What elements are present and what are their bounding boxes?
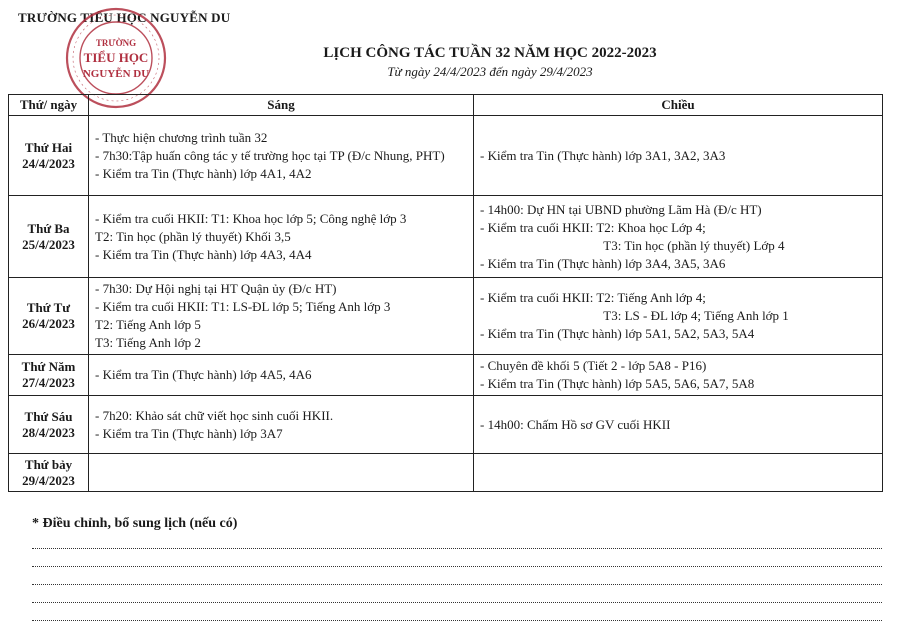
afternoon-item: - Kiểm tra Tin (Thực hành) lớp 3A4, 3A5, 3A6	[480, 255, 726, 271]
table-row	[9, 396, 883, 454]
morning-cell	[89, 278, 474, 355]
header-afternoon: Chiều	[474, 95, 883, 116]
morning-cell	[89, 116, 474, 196]
day-date: 29/4/2023	[22, 472, 75, 488]
header-day: Thứ/ ngày	[9, 95, 89, 116]
morning-item: T2: Tiếng Anh lớp 5	[95, 317, 201, 332]
morning-item: - Kiểm tra cuối HKII: T1: Khoa học lớp 5; Công nghệ lớp 3	[95, 210, 407, 226]
afternoon-item: - Kiểm tra Tin (Thực hành) lớp 5A1, 5A2, 5A3, 5A4	[480, 326, 755, 341]
dotted-line	[32, 584, 882, 585]
table-row	[9, 278, 883, 355]
table-row	[9, 454, 883, 492]
afternoon-cell	[474, 355, 883, 396]
afternoon-item: - Kiểm tra cuối HKII: T2: Tiếng Anh lớp 4;	[480, 290, 706, 305]
afternoon-item: - Kiểm tra cuối HKII: T2: Khoa học Lớp 4;	[480, 219, 706, 235]
svg-text:NGUYỄN DU: NGUYỄN DU	[82, 68, 150, 80]
afternoon-cell	[474, 196, 883, 278]
morning-item: - Kiểm tra Tin (Thực hành) lớp 4A3, 4A4	[95, 246, 312, 262]
page-subtitle: Từ ngày 24/4/2023 đến ngày 29/4/2023	[387, 64, 593, 79]
table-row	[9, 196, 883, 278]
day-cell	[9, 355, 89, 396]
afternoon-cell	[474, 116, 883, 196]
day-cell	[9, 278, 89, 355]
day-cell	[9, 196, 89, 278]
morning-item: - 7h30: Dự Hội nghị tại HT Quận ủy (Đ/c HT)	[95, 281, 337, 296]
morning-item: - 7h30:Tập huấn công tác y tế trường học tại TP (Đ/c Nhung, PHT)	[95, 147, 445, 163]
morning-cell	[89, 396, 474, 454]
morning-item: T3: Tiếng Anh lớp 2	[95, 335, 201, 350]
morning-item: - Kiểm tra Tin (Thực hành) lớp 3A7	[95, 425, 283, 441]
afternoon-cell	[474, 278, 883, 355]
day-cell	[9, 396, 89, 454]
day-date: 28/4/2023	[22, 424, 75, 440]
afternoon-item: - 14h00: Chấm Hồ sơ GV cuối HKII	[480, 416, 671, 432]
afternoon-cell	[474, 454, 883, 492]
day-date: 24/4/2023	[22, 155, 75, 171]
schedule-table	[8, 94, 883, 492]
morning-cell	[89, 355, 474, 396]
morning-cell	[89, 196, 474, 278]
afternoon-item: - Chuyên đề khối 5 (Tiết 2 - lớp 5A8 - P16)	[480, 358, 707, 373]
svg-text:TIỂU HỌC: TIỂU HỌC	[83, 50, 149, 65]
day-name: Thứ bảy	[24, 456, 73, 472]
day-name: Thứ Sáu	[24, 408, 73, 424]
morning-cell	[89, 454, 474, 492]
dotted-line	[32, 566, 882, 567]
table-row	[9, 116, 883, 196]
afternoon-cell	[474, 396, 883, 454]
morning-item: T2: Tin học (phần lý thuyết) Khối 3,5	[95, 228, 291, 244]
afternoon-item: - 14h00: Dự HN tại UBND phường Lãm Hà (Đ/c HT)	[480, 201, 762, 217]
day-date: 26/4/2023	[22, 316, 75, 331]
day-name: Thứ Năm	[21, 359, 76, 374]
morning-item: - Thực hiện chương trình tuần 32	[95, 129, 268, 145]
afternoon-item: T3: Tin học (phần lý thuyết) Lớp 4	[480, 237, 785, 253]
table-row	[9, 355, 883, 396]
notes-label: * Điều chỉnh, bổ sung lịch (nếu có)	[32, 516, 238, 531]
day-cell	[9, 116, 89, 196]
afternoon-item: - Kiểm tra Tin (Thực hành) lớp 5A5, 5A6, 5A7, 5A8	[480, 376, 755, 391]
afternoon-item: - Kiểm tra Tin (Thực hành) lớp 3A1, 3A2, 3A3	[480, 147, 726, 163]
dotted-line	[32, 620, 882, 621]
page-title: LỊCH CÔNG TÁC TUẦN 32 NĂM HỌC 2022-2023	[323, 45, 657, 61]
header-morning: Sáng	[89, 95, 474, 116]
day-date: 27/4/2023	[22, 375, 75, 390]
morning-item: - Kiểm tra Tin (Thực hành) lớp 4A1, 4A2	[95, 165, 312, 181]
afternoon-item: T3: LS - ĐL lớp 4; Tiếng Anh lớp 1	[480, 308, 789, 323]
school-name: TRƯỜNG TIỂU HỌC NGUYỄN DU	[18, 10, 231, 25]
dotted-line	[32, 548, 882, 549]
svg-text:TRƯỜNG: TRƯỜNG	[95, 38, 137, 48]
day-date: 25/4/2023	[22, 236, 75, 252]
day-cell	[9, 454, 89, 492]
morning-item: - 7h20: Khảo sát chữ viết học sinh cuối HKII.	[95, 407, 334, 423]
morning-item: - Kiểm tra Tin (Thực hành) lớp 4A5, 4A6	[95, 367, 312, 382]
day-name: Thứ Tư	[26, 300, 71, 315]
morning-item: - Kiểm tra cuối HKII: T1: LS-ĐL lớp 5; Tiếng Anh lớp 3	[95, 299, 391, 314]
day-name: Thứ Ba	[27, 220, 70, 236]
day-name: Thứ Hai	[24, 139, 73, 155]
dotted-line	[32, 602, 882, 603]
